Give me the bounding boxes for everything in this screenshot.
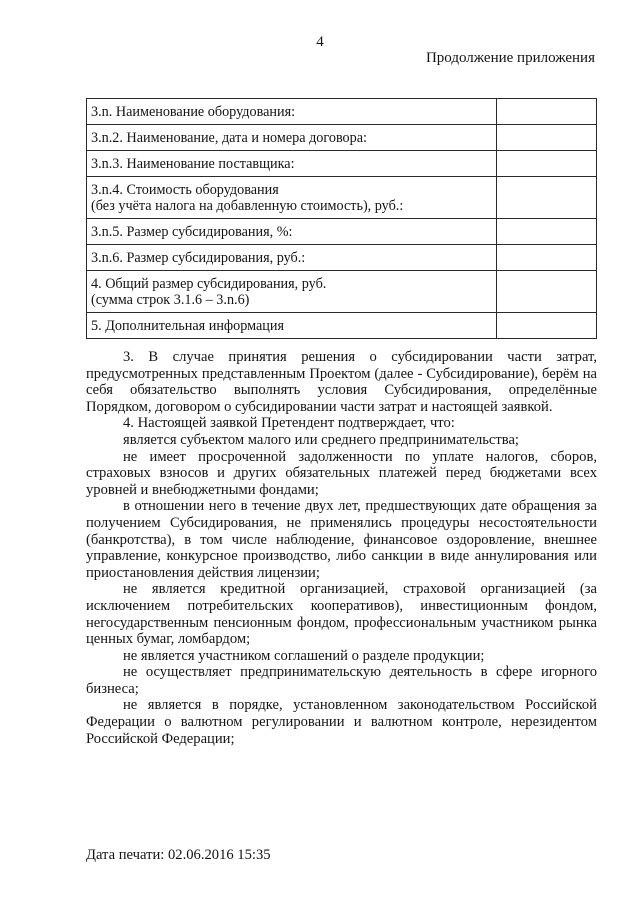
- paragraph-not-gambling: не осуществляет предпринимательскую деятельность в сфере игорного бизнеса;: [86, 664, 597, 697]
- table-row: [87, 245, 597, 271]
- paragraph-not-financial-org: не является кредитной организацией, страховой организацией (за исключением потребительских кооперативов), инвестиционным фондом, негосударственным пенсионным фондом, профессиональным участником рынка ценных бумаг, ломбардом;: [86, 581, 597, 648]
- row-value: [496, 99, 596, 125]
- table-row: [87, 125, 597, 151]
- row-value: [496, 177, 596, 219]
- row-label: 3.n.4. Стоимость оборудования (без учёта налога на добавленную стоимость), руб.:: [87, 177, 497, 219]
- table-row: [87, 313, 597, 339]
- page-number: 4: [316, 34, 324, 50]
- paragraph-sme-status: является субъектом малого или среднего предпринимательства;: [123, 431, 519, 448]
- paragraph-not-nonresident: не является в порядке, установленном законодательством Российской Федерации о валютном регулировании и валютном контроле, нерезидентом Российской Федерации;: [86, 697, 597, 747]
- row-value: [496, 219, 596, 245]
- table-row: [87, 271, 597, 313]
- row-value: [496, 245, 596, 271]
- row-label: 3.n.6. Размер субсидирования, руб.:: [87, 245, 497, 271]
- paragraph-obligation: 3. В случае принятия решения о субсидировании части затрат, предусмотренных представленным Проектом (далее - Субсидирование), берём на себя обязательство выполнять условия Субсидирования, определённые Порядком, договором о субсидировании части затрат и настоящей заявкой.: [86, 349, 597, 415]
- print-date: Дата печати: 02.06.2016 15:35: [86, 847, 271, 863]
- row-label: 4. Общий размер субсидирования, руб. (сумма строк 3.1.6 – 3.n.6): [87, 271, 497, 313]
- paragraph-confirmation-intro: 4. Настоящей заявкой Претендент подтверждает, что:: [123, 415, 455, 432]
- paragraph-no-bankruptcy: в отношении него в течение двух лет, предшествующих дате обращения за получением Субсидирования, не применялись процедуры несостоятельности (банкротства), в том числе наблюдение, финансовое оздоровление, внешнее управление, конкурсное производство, либо санкции в виде аннулирования или приостановления действия лицензии;: [86, 498, 597, 581]
- table-row: [87, 151, 597, 177]
- row-value: [496, 271, 596, 313]
- application-form-table: [86, 98, 597, 339]
- table-row: [87, 177, 597, 219]
- row-label: 3.n.3. Наименование поставщика:: [87, 151, 497, 177]
- row-label: 3.n.5. Размер субсидирования, %:: [87, 219, 497, 245]
- continuation-note: Продолжение приложения: [425, 50, 595, 66]
- body-text: [86, 349, 597, 747]
- row-label: 3.n.2. Наименование, дата и номера договора:: [87, 125, 497, 151]
- row-value: [496, 313, 596, 339]
- row-value: [496, 125, 596, 151]
- row-label: 3.n. Наименование оборудования:: [87, 99, 497, 125]
- table-row: [87, 219, 597, 245]
- paragraph-not-psa-party: не является участником соглашений о разделе продукции;: [123, 647, 485, 664]
- row-value: [496, 151, 596, 177]
- paragraph-no-debt: не имеет просроченной задолженности по уплате налогов, сборов, страховых взносов и других обязательных платежей перед бюджетами всех уровней и внебюджетными фондами;: [86, 448, 597, 498]
- table-row: [87, 99, 597, 125]
- row-label: 5. Дополнительная информация: [87, 313, 497, 339]
